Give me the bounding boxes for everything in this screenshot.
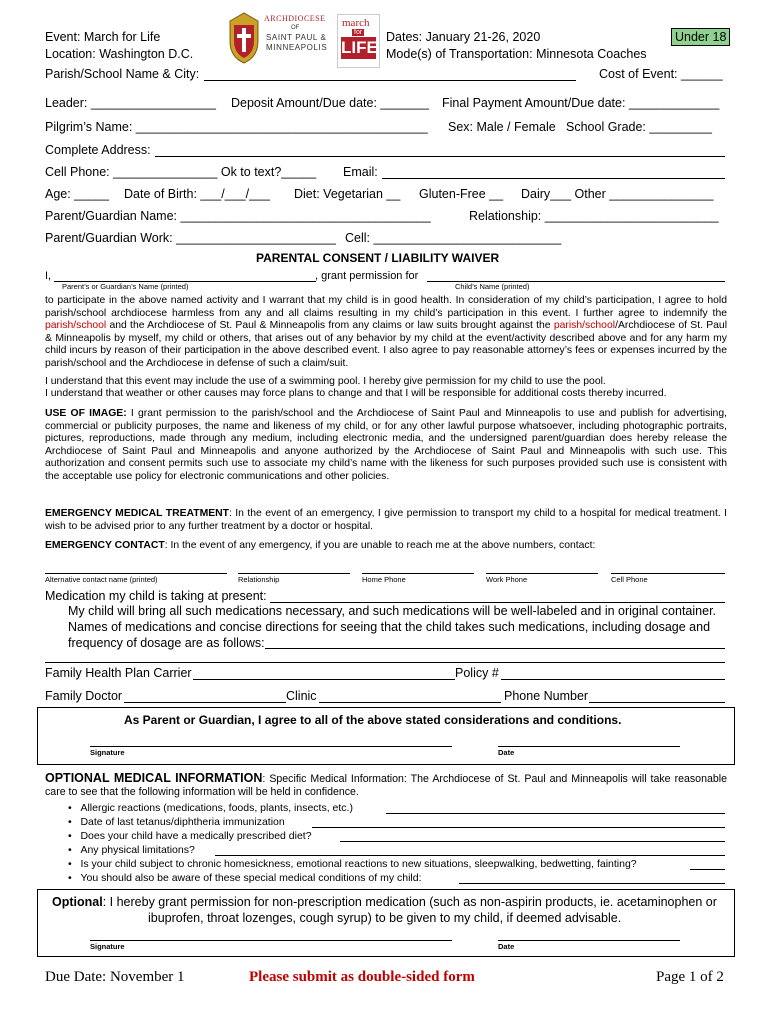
cell-phone-field[interactable]: Cell Phone: _______________ Ok to text?_____ — [45, 165, 317, 179]
tetanus-field[interactable] — [312, 827, 725, 828]
doctor-label: Family Doctor — [45, 689, 123, 703]
phone-number-field[interactable] — [589, 702, 725, 703]
homesickness-field[interactable] — [690, 869, 725, 870]
archdiocese-line4: MINNEAPOLIS — [266, 43, 328, 52]
parish-field[interactable] — [204, 80, 576, 81]
med-item-homesickness: • Is your child subject to chronic homesickness, emotional reactions to new situations, sleepwalking, bedwetting, fainting? — [68, 858, 637, 870]
use-of-image-paragraph: USE OF IMAGE: I grant permission to the parish/school and the Archdiocese of Saint Paul and Minneapolis to use and publish for advertising, commercial or publicity purposes, the name and likeness of my child, or for any other lawful purpose whatsoever, including photographic portraits, pictures, reproductions, made through any medium, including electronic media, and the undersigned parent/guardian does hereby release the Archdiocese of Saint Paul and Minneapolis and anyone authorized by the Archdiocese of Saint Paul and Minneapolis with such use. This authorization and consent permits such use to associate my child’s name with the likeness for such purposes provided such use is consistent with the acceptable use policy for electronic communications and other policies. — [45, 408, 727, 482]
leader-field[interactable]: Leader: __________________ — [45, 96, 217, 110]
pilgrim-name-field[interactable]: Pilgrim’s Name: __________________________________________ — [45, 120, 428, 134]
alt-contact-name-field[interactable] — [45, 573, 227, 574]
med-item-diet: • Does your child have a medically prescribed diet? — [68, 830, 312, 842]
email-label: Email: — [343, 165, 378, 179]
med-item-tetanus: • Date of last tetanus/diphtheria immunization — [68, 816, 285, 828]
diet-vegetarian-field[interactable]: Diet: Vegetarian __ — [294, 187, 401, 201]
health-plan-field[interactable] — [193, 679, 455, 680]
medication-line2: Names of medications and concise directions for seeing that the child takes such medications, including dosage and — [68, 620, 711, 634]
alt-contact-work-phone-field[interactable] — [486, 573, 598, 574]
march-for-life-logo: march for LIFE — [337, 14, 380, 68]
policy-field[interactable] — [501, 679, 725, 680]
archdiocese-line3: SAINT PAUL & — [266, 33, 327, 42]
grade-field[interactable]: School Grade: _________ — [566, 120, 712, 134]
waiver-paragraph: to participate in the above named activity and I warrant that my child is in good health. In consideration of my child’s participation, I agree to hold parish/school archdiocese harmless from any and all claims resulting in my child’s participation in this event. I further agree to indemnify the parish/school and the Archdiocese of St. Paul & Minneapolis from any claims or law suits brought against the parish/school/Archdiocese of St. Paul & Minneapolis by myself, my child or others, that arises out of any behavior by my child at the event/activity described above and for any harm my child incurs by reason of their participation in the above described event. I also agree to pay reasonable attorney’s fees or expenses incurred by the parish/school and the Archdiocese in defense of such a claim/suit. — [45, 295, 728, 369]
submit-notice: Please submit as double-sided form — [249, 969, 475, 985]
ec-col-home: Home Phone — [362, 575, 406, 584]
medication-directions-field[interactable] — [265, 648, 725, 649]
medication-line3: frequency of dosage are as follows: — [68, 636, 265, 650]
ec-col-relationship: Relationship — [238, 575, 280, 584]
agreement-signature-caption: Signature — [90, 748, 125, 757]
waiver-title: PARENTAL CONSENT / LIABILITY WAIVER — [256, 251, 500, 265]
alt-contact-relationship-field[interactable] — [238, 573, 350, 574]
waiver-i: I, — [45, 270, 52, 282]
diet-gluten-field[interactable]: Gluten-Free __ — [419, 187, 504, 201]
agreement-text: As Parent or Guardian, I agree to all of the above stated considerations and conditions. — [124, 713, 622, 727]
sex-field[interactable]: Sex: Male / Female — [448, 120, 556, 134]
location-label: Location: Washington D.C. — [45, 47, 194, 61]
dob-field[interactable]: Date of Birth: ___/___/___ — [124, 187, 270, 201]
ec-col-work: Work Phone — [486, 575, 528, 584]
medication-directions-field-2[interactable] — [45, 662, 725, 663]
relationship-field[interactable]: Relationship: _________________________ — [469, 209, 719, 223]
alt-contact-cell-phone-field[interactable] — [611, 573, 725, 574]
medication-field[interactable] — [270, 602, 725, 603]
emergency-contact-paragraph: EMERGENCY CONTACT: In the event of any emergency, if you are unable to reach me at the above numbers, contact: — [45, 540, 596, 551]
health-plan-label: Family Health Plan Carrier — [45, 666, 192, 680]
agreement-date-caption: Date — [498, 748, 515, 757]
doctor-field[interactable] — [124, 702, 286, 703]
emergency-treatment-paragraph: EMERGENCY MEDICAL TREATMENT: In the event of an emergency, I give permission to transport my child to a hospital for medical treatment. I wish to be advised prior to any further treatment by a doctor or hospital. — [45, 508, 727, 532]
agreement-date-field[interactable] — [498, 746, 680, 747]
archdiocese-line2: OF — [291, 25, 300, 31]
transport-label: Mode(s) of Transportation: Minnesota Coaches — [386, 47, 647, 61]
med-item-limitations: • Any physical limitations? — [68, 844, 195, 856]
agreement-signature-field[interactable] — [90, 746, 452, 747]
waiver-grant: , grant permission for — [315, 270, 419, 282]
policy-label: Policy # — [455, 666, 499, 680]
optional-permission-line1: Optional: I hereby grant permission for non-prescription medication (such as non-aspirin products, ie. acetaminophen or — [52, 895, 717, 909]
cost-label: Cost of Event: ______ — [599, 67, 723, 81]
optional-date-caption: Date — [498, 942, 515, 951]
limitations-field[interactable] — [215, 855, 725, 856]
address-label: Complete Address: — [45, 143, 151, 157]
clinic-label: Clinic — [286, 689, 317, 703]
archdiocese-crest-icon — [222, 11, 266, 65]
final-payment-field[interactable]: Final Payment Amount/Due date: _____________ — [442, 96, 720, 110]
phone-number-label: Phone Number — [504, 689, 589, 703]
guardian-cell-field[interactable]: Cell: ___________________________ — [345, 231, 562, 245]
diet-dairy-other-field[interactable]: Dairy___ Other _______________ — [521, 187, 714, 201]
ec-col-name: Alternative contact name (printed) — [45, 575, 158, 584]
alt-contact-home-phone-field[interactable] — [362, 573, 474, 574]
deposit-field[interactable]: Deposit Amount/Due date: _______ — [231, 96, 430, 110]
page-number: Page 1 of 2 — [656, 969, 724, 985]
address-field[interactable] — [155, 156, 725, 157]
due-date: Due Date: November 1 — [45, 969, 185, 985]
under-18-badge: Under 18 — [671, 28, 730, 46]
optional-signature-field[interactable] — [90, 940, 452, 941]
optional-date-field[interactable] — [498, 940, 680, 941]
medication-label: Medication my child is taking at present: — [45, 589, 267, 603]
guardian-work-field[interactable]: Parent/Guardian Work: _______________________ — [45, 231, 336, 245]
guardian-name-field[interactable]: Parent/Guardian Name: ____________________________________ — [45, 209, 431, 223]
conditions-field[interactable] — [459, 883, 725, 884]
parent-caption: Parent’s or Guardian’s Name (printed) — [62, 282, 189, 291]
diet-field[interactable] — [340, 841, 725, 842]
optional-signature-caption: Signature — [90, 942, 125, 951]
medication-line1: My child will bring all such medications necessary, and such medications will be well-labeled and in original container. — [68, 604, 717, 618]
parish-label: Parish/School Name & City: — [45, 67, 200, 81]
dates-label: Dates: January 21-26, 2020 — [386, 30, 541, 44]
optional-medical-paragraph: OPTIONAL MEDICAL INFORMATION: Specific Medical Information: The Archdiocese of St. Paul and Minneapolis will take reasonable care to see that the following information will be held in confidence. — [45, 771, 727, 798]
optional-permission-line2: ibuprofen, throat lozenges, cough syrup) to be given to my child, if deemed advisable. — [148, 911, 622, 925]
child-caption: Child’s Name (printed) — [455, 282, 530, 291]
archdiocese-line1: ARCHDIOCESE — [264, 14, 326, 23]
clinic-field[interactable] — [319, 702, 501, 703]
pool-paragraph: I understand that this event may include the use of a swimming pool. I hereby give permission for my child to use the pool. — [45, 376, 606, 387]
event-label: Event: March for Life — [45, 30, 161, 44]
med-item-conditions: • You should also be aware of these special medical conditions of my child: — [68, 872, 422, 884]
age-field[interactable]: Age: _____ — [45, 187, 109, 201]
weather-paragraph: I understand that weather or other causes may force plans to change and that I will be responsible for additional costs thereby incurred. — [45, 388, 667, 399]
ec-col-cell: Cell Phone — [611, 575, 648, 584]
allergies-field[interactable] — [386, 813, 725, 814]
med-item-allergies: • Allergic reactions (medications, foods, plants, insects, etc.) — [68, 802, 353, 814]
email-field[interactable] — [382, 178, 725, 179]
